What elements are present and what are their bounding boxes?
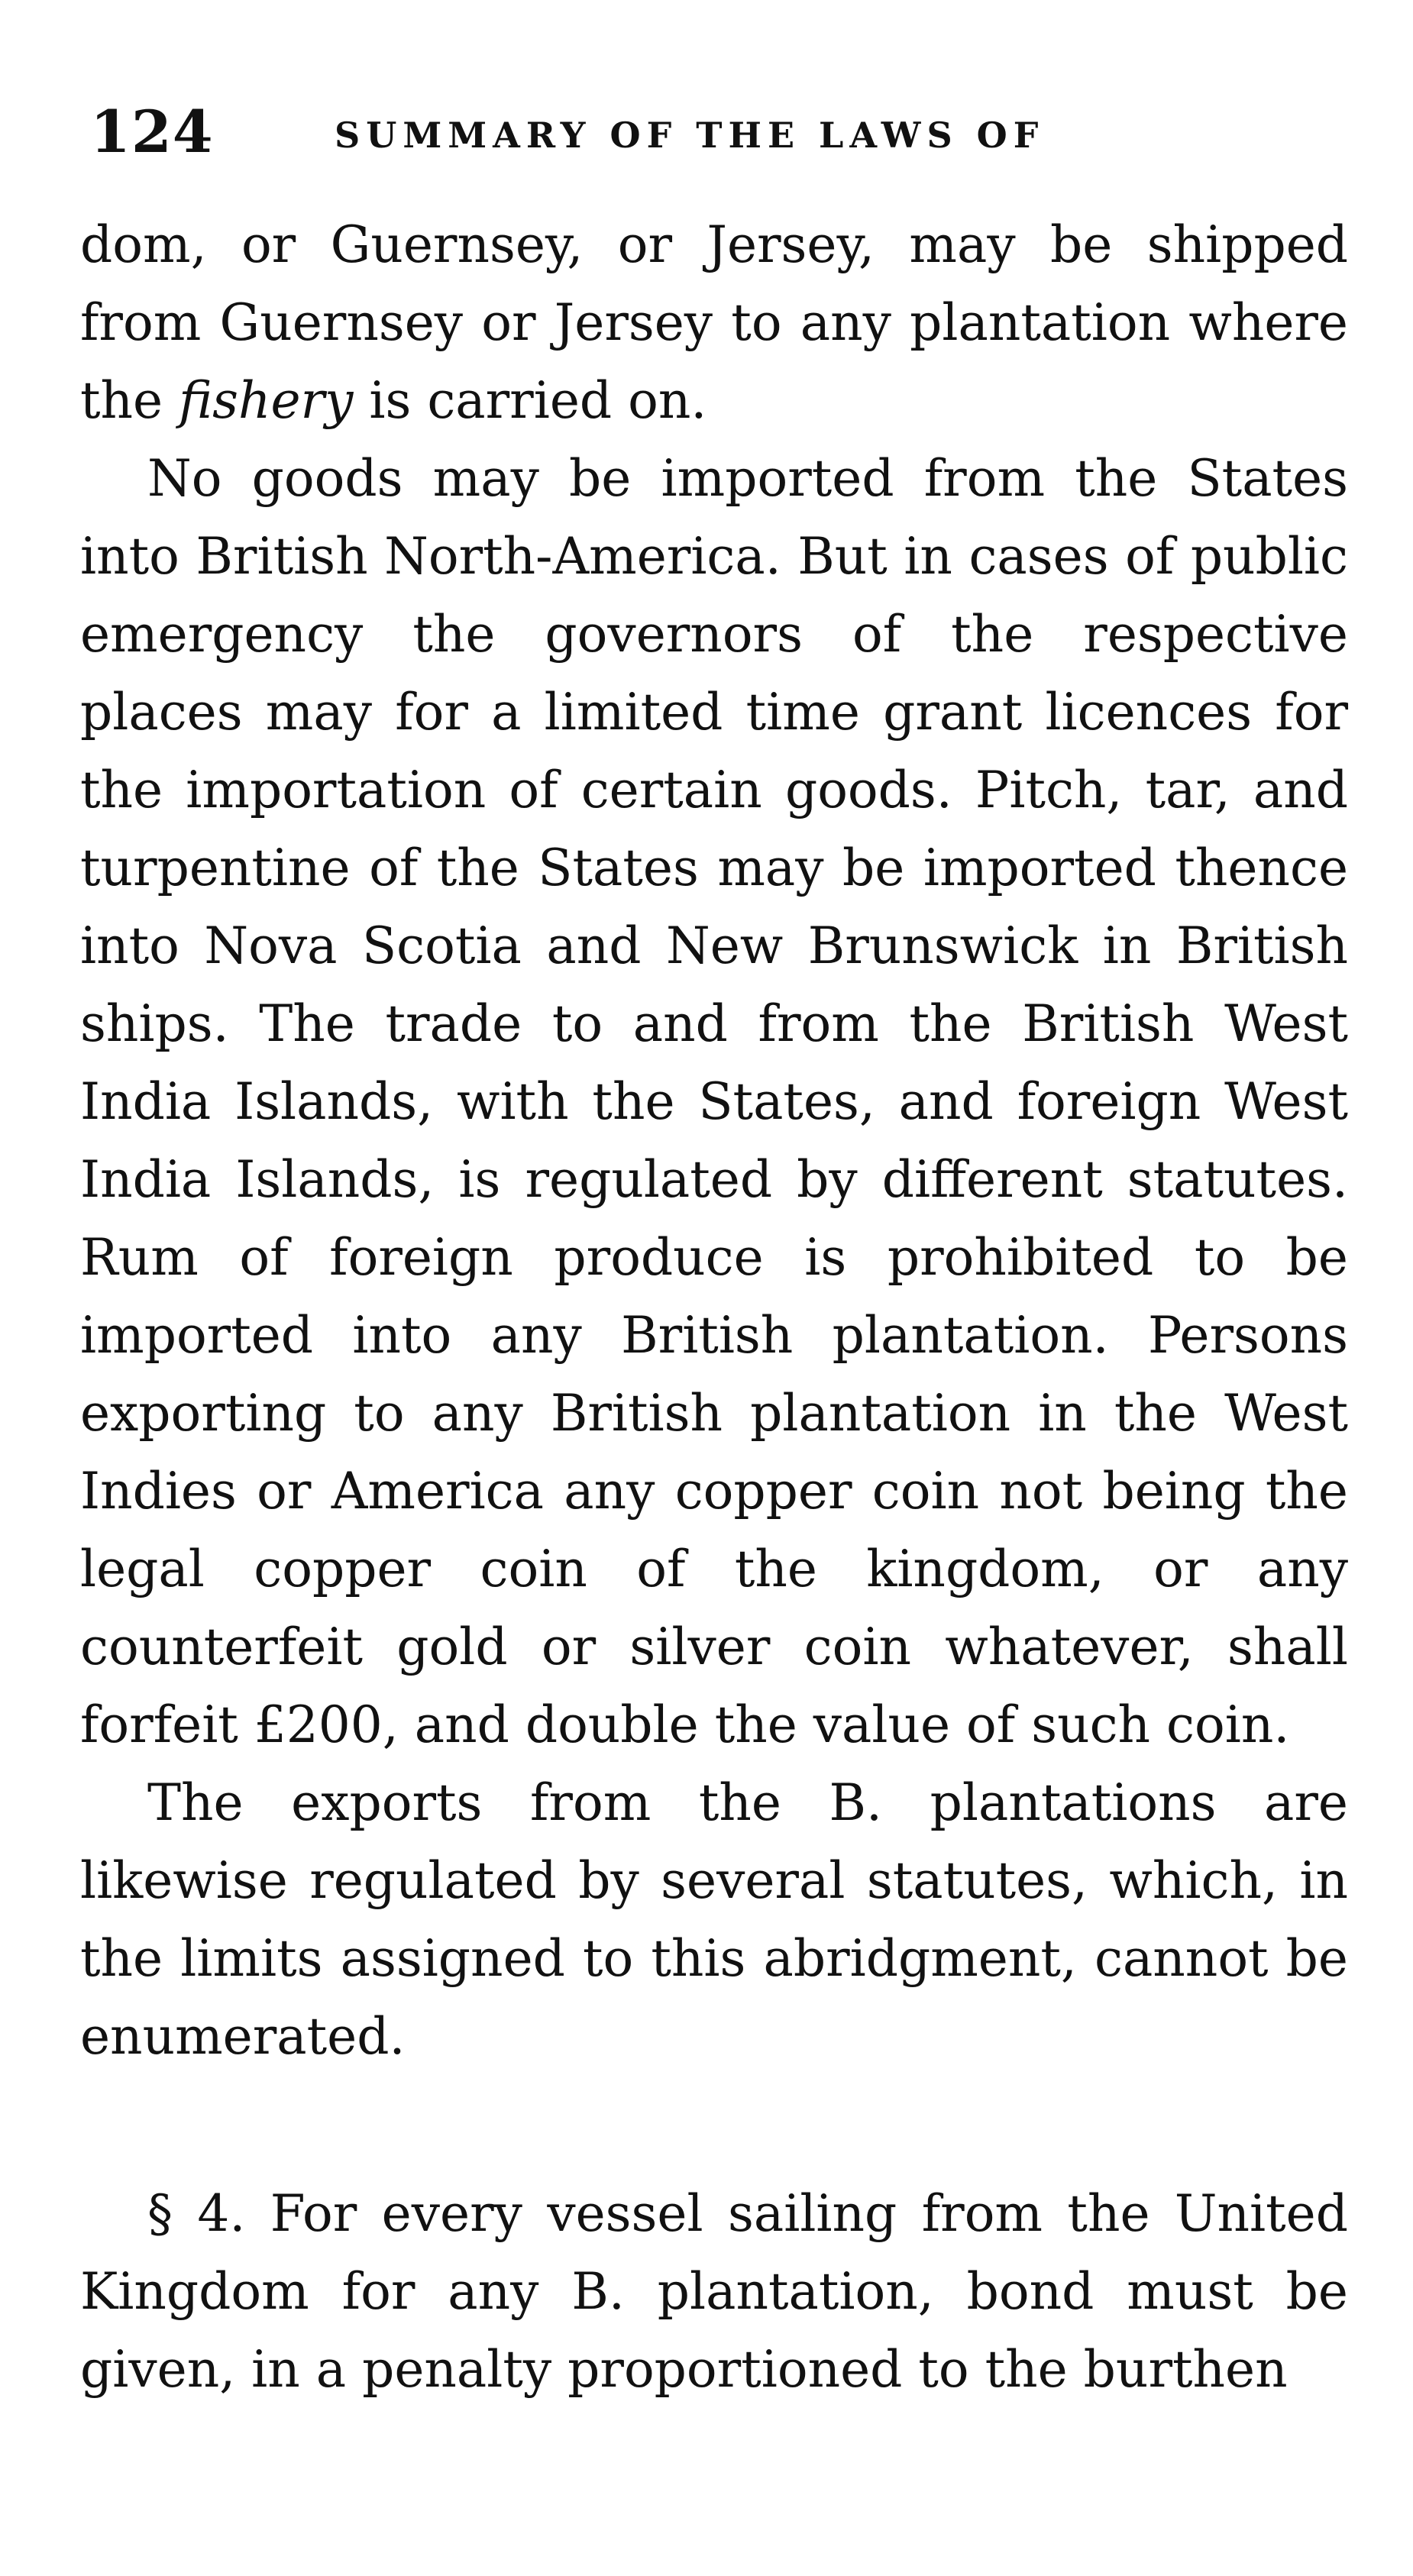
paragraph-1 (80, 206, 1348, 440)
page-number: 124 (90, 98, 214, 166)
section-gap (80, 2076, 1348, 2175)
paragraph-1-text-end: is carried on. (353, 371, 707, 430)
body-text (80, 206, 1348, 2409)
running-head: SUMMARY OF THE LAWS OF (335, 115, 1045, 156)
paragraph-2: No goods may be imported from the States into British North-America. But in cases of public emergency the governors of the respective places may for a limited time grant licences for the importation of certain goods. Pitch, tar, and turpentine of the States may be imported thence into Nova Scotia and New Brunswick in British ships. The trade to and from the British West India Islands, with the States, and foreign West India Islands, is regulated by different statutes. Rum of foreign produce is prohibited to be imported into any British plantation. Persons exporting to any British plantation in the West Indies or America any copper coin not being the legal copper coin of the kingdom, or any counterfeit gold or silver coin whatever, shall forfeit £200, and double the value of such coin. (80, 449, 1348, 1754)
paragraph-3: The exports from the B. plantations are likewise regulated by several statutes, which, in the limits assigned to this abridgment, cannot be enumerated. (80, 1773, 1348, 2066)
paragraph-1-text-start: dom, or Guernsey, or Jersey, may be shipped from Guernsey or Jersey to any plantation where the (80, 215, 1348, 430)
paragraph-1-italic-word: fishery (179, 371, 354, 430)
page-header (90, 98, 1350, 174)
paragraph-4: § 4. For every vessel sailing from the United Kingdom for any B. plantation, bond must be given, in a penalty proportioned to the burthen (80, 2184, 1348, 2399)
